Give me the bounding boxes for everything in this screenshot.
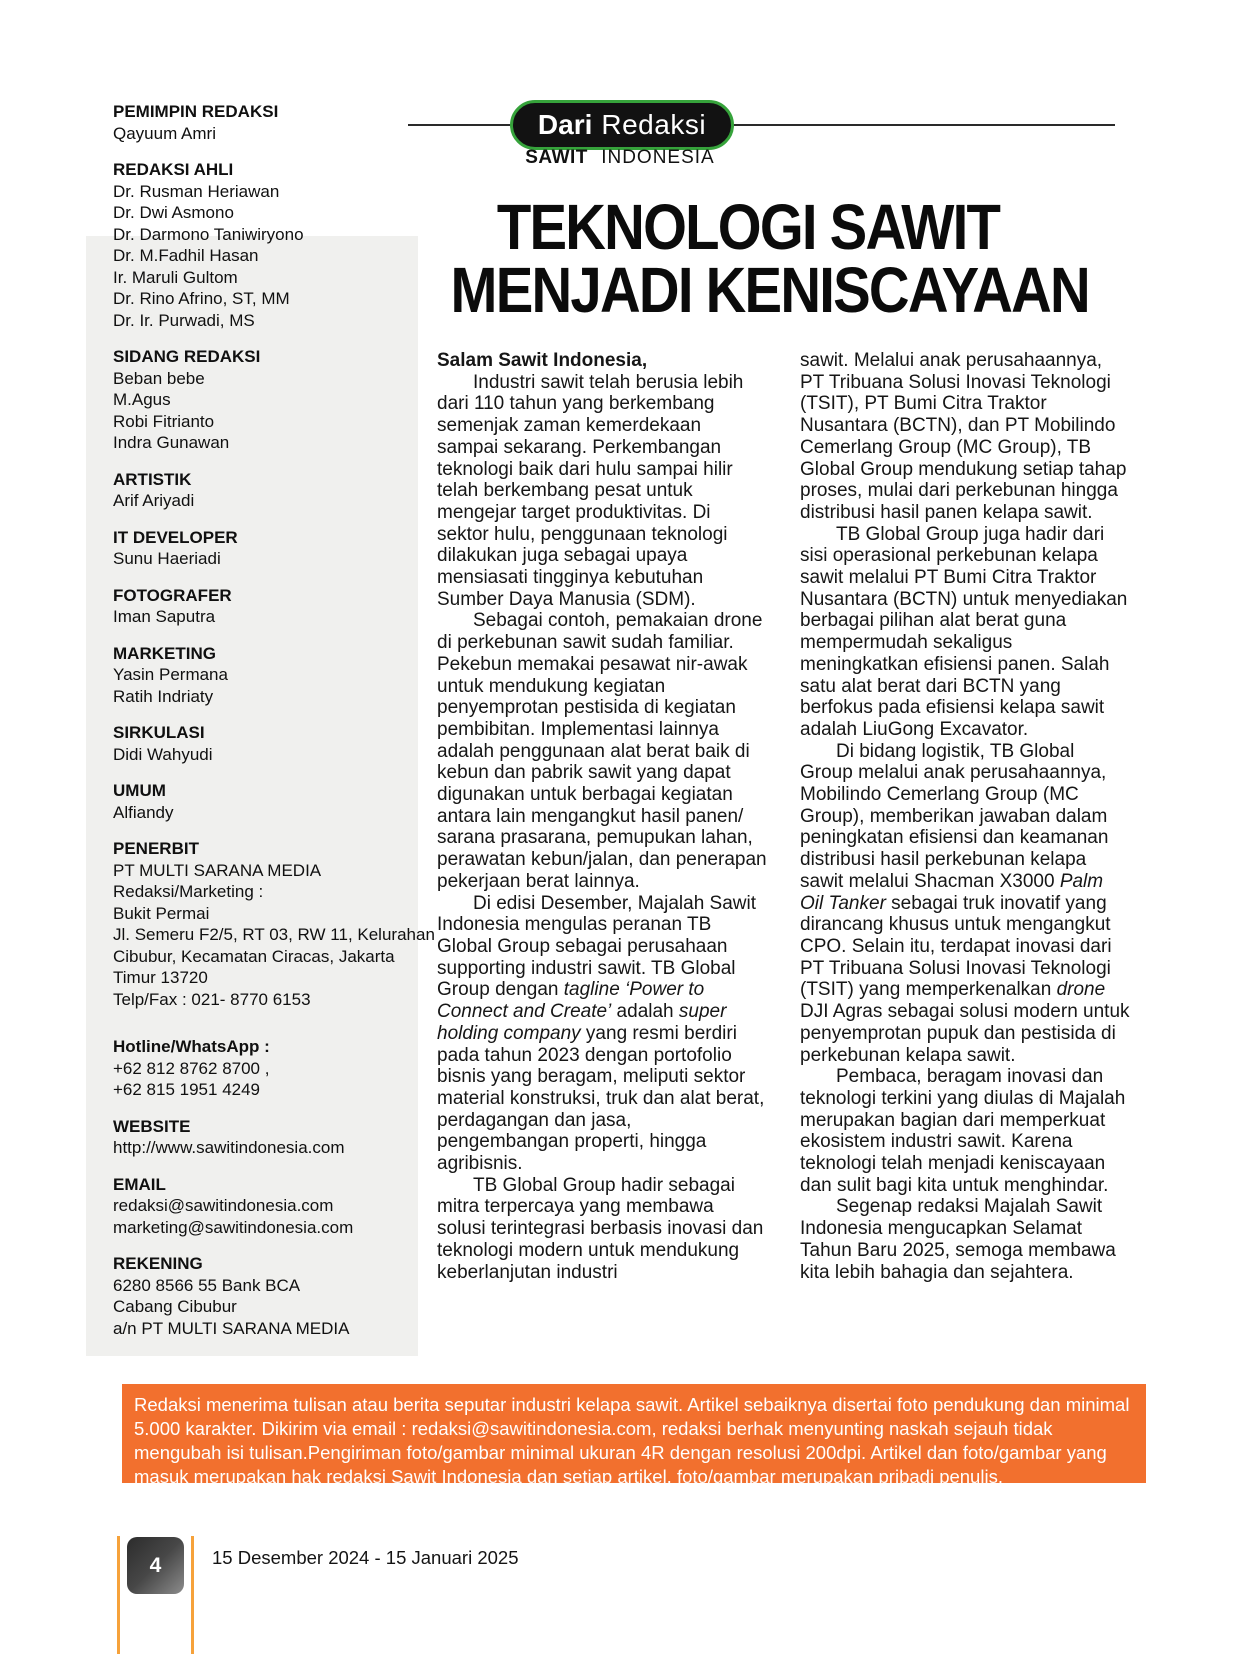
article-paragraph [800,1066,1130,1196]
masthead-section [113,585,453,628]
masthead-section [113,1116,453,1159]
text-run: TB Global Group hadir sebagai mitra terpercaya yang membawa solusi terintegrasi berbasis inovasi dan teknologi modern untuk mendukung keberlanjutan industri [437,1174,764,1283]
masthead-line: Robi Fitrianto [113,411,215,431]
masthead-section-heading: PEMIMPIN REDAKSI [113,102,279,121]
text-run: Segenap redaksi Majalah Sawit Indonesia mengucapkan Selamat Tahun Baru 2025, semoga membawa kita lebih bahagia dan sejahtera. [800,1196,1116,1283]
headline-line-1: TEKNOLOGI SAWIT [496,191,1000,263]
text-run: Industri sawit telah berusia lebih dari 110 tahun yang berkembang semenjak zaman kemerdekaan sampai sekarang. Perkembangan teknologi baik dari hulu sampai hilir telah berkembang pesat untuk mengejar target produktivitas. Di sektor hulu, penggunaan teknologi dilakukan juga sebagai upaya mensiasati tingginya kebutuhan Sumber Daya Manusia (SDM). [437,371,744,610]
text-run: super holding company [437,1001,727,1044]
masthead-section-heading: UMUM [113,781,166,800]
badge-title-light: Redaksi [601,109,707,140]
text-run: Di edisi Desember, Majalah Sawit Indonesia mengulas peranan TB Global Group sebagai perusahaan supporting industri sawit. TB Global Group dengan [437,892,757,1001]
footer-rule-right [191,1536,194,1654]
magazine-name-light: INDONESIA [601,147,715,168]
masthead-line: Telp/Fax : 021- 8770 6153 [113,989,311,1009]
masthead-line: 6280 8566 55 Bank BCA [113,1275,301,1295]
masthead-section [113,643,453,708]
headline-line-2: MENJADI KENISCAYAAN [450,254,1089,326]
masthead-line: Bukit Permai [113,903,210,923]
masthead-line: PT MULTI SARANA MEDIA [113,860,322,880]
text-run: sawit. Melalui anak perusahaannya, PT Tribuana Solusi Inovasi Teknologi (TSIT), PT Bumi Citra Traktor Nusantara (BCTN), dan PT Mobilindo Cemerlang Group (MC Group), TB Global Group mendukung setiap tahap proses, mulai dari perkebunan hingga distribusi hasil panen kelapa sawit. [800,350,1127,523]
masthead-line: a/n PT MULTI SARANA MEDIA [113,1318,350,1338]
masthead-section-heading: SIDANG REDAKSI [113,347,261,366]
article-column-1 [437,350,767,1283]
masthead-line: Qayuum Amri [113,123,216,143]
masthead-section-heading: REDAKSI AHLI [113,160,234,179]
text-run: Sebagai contoh, pemakaian drone di perkebunan sawit sudah familiar. Pekebun memakai pesawat nir-awak untuk mendukung kegiatan penyemprotan pestisida di kegiatan pembibitan. Implementasi lainnya adalah penggunaan alat berat baik di kebun dan pabrik sawit yang dapat digunakan untuk berbagai kegiatan antara lain mengangkut hasil panen/ sarana prasarana, pemupukan lahan, perawatan kebun/jalan, dan penerapan pekerjaan berat lainnya. [437,610,767,892]
masthead-section [113,527,453,570]
badge-title-bold: Dari [537,109,593,140]
article-paragraph [437,372,767,611]
masthead-section-heading: EMAIL [113,1174,166,1194]
magazine-name-bold: SAWIT [525,147,588,168]
masthead-section-heading: ARTISTIK [113,469,192,489]
submission-notice-box [122,1384,1146,1487]
submission-notice-text: Redaksi menerima tulisan atau berita seputar industri kelapa sawit. Artikel sebaiknya disertai foto pendukung dan minimal 5.000 karakter. Dikirim via email : redaksi@sawitindonesia.com, redaksi berhak menyunting naskah sejauh tidak mengubah isi tulisan.Pengiriman foto/gambar minimal ukuran 4R dengan resolusi 200dpi. Artikel dan foto/gambar yang masuk merupakan hak redaksi Sawit Indonesia dan setiap artikel, foto/gambar merupakan pribadi penulis. [134,1394,1130,1487]
article-column-2 [800,350,1130,1283]
article-paragraph [437,350,767,372]
masthead-line: Didi Wahyudi [113,744,213,764]
masthead-line: Dr. Dwi Asmono [113,203,234,222]
text-run: Pembaca, beragam inovasi dan teknologi terkini yang diulas di Majalah merupakan bagian dari memperkuat ekosistem industri sawit. Karena teknologi telah menjadi keniscayaan dan sulit bagi kita untuk menghindar. [800,1066,1126,1196]
masthead-line: +62 812 8762 8700 , [113,1058,270,1078]
footer-rule-left [117,1536,120,1654]
masthead-line: Jl. Semeru F2/5, RT 03, RW 11, Kelurahan [113,925,435,944]
masthead-section [113,838,453,1010]
text-run: sebagai truk inovatif yang dirancang khusus untuk mengangkut CPO. Selain itu, terdapat inovasi dari PT Tribuana Solusi Inovasi Teknologi (TSIT) yang memperkenalkan [800,892,1112,1001]
masthead-section-heading: IT DEVELOPER [113,527,238,547]
article-paragraph [800,1196,1130,1283]
magazine-name [470,147,770,169]
masthead-line: Sunu Haeriadi [113,549,221,568]
section-badge [510,100,734,150]
masthead-line: http://www.sawitindonesia.com [113,1138,345,1157]
text-run: DJI Agras sebagai solusi modern untuk penyemprotan pupuk dan pestisida di perkebunan kelapa sawit. [800,1001,1130,1066]
masthead-section [113,101,453,144]
masthead-section [113,1036,453,1101]
article-paragraph [437,610,767,892]
text-run: yang resmi berdiri pada tahun 2023 dengan portofolio bisnis yang beragam, meliputi sektor material konstruksi, truk dan alat berat, perdagangan dan jasa, pengembangan properti, hingga agribisnis. [437,1022,765,1175]
text-run: TB Global Group juga hadir dari sisi operasional perkebunan kelapa sawit melalui PT Bumi Citra Traktor Nusantara (BCTN) untuk menyediakan berbagai pilihan alat berat guna mempermudah sekaligus meningkatkan efisiensi panen. Salah satu alat berat dari BCTN yang berfokus pada efisiensi kelapa sawit adalah LiuGong Excavator. [800,523,1128,740]
masthead-line: Ir. Maruli Gultom [113,267,238,287]
masthead-section-heading: MARKETING [113,643,216,663]
masthead-section-heading: SIRKULASI [113,723,205,742]
masthead-line: redaksi@sawitindonesia.com [113,1196,334,1215]
masthead-line: Indra Gunawan [113,433,230,452]
masthead-section [113,722,453,765]
masthead-line: Redaksi/Marketing : [113,882,264,901]
masthead-section [113,469,453,512]
masthead-line: Dr. Rino Afrino, ST, MM [113,289,290,308]
masthead-line: Alfiandy [113,802,174,822]
masthead-line: Cabang Cibubur [113,1297,237,1316]
masthead-line: Timur 13720 [113,968,208,987]
masthead-section [113,780,453,823]
article-paragraph [437,1175,767,1284]
article-paragraph [800,524,1130,741]
masthead-section-heading: WEBSITE [113,1116,191,1136]
masthead-line: marketing@sawitindonesia.com [113,1217,354,1237]
masthead-line: Cibubur, Kecamatan Ciracas, Jakarta [113,946,395,966]
masthead-section-heading: PENERBIT [113,839,199,858]
issue-date: 15 Desember 2024 - 15 Januari 2025 [212,1547,519,1568]
text-run: Di bidang logistik, TB Global Group melalui anak perusahaannya, Mobilindo Cemerlang Group (MC Group), memberikan jawaban dalam peningkatan efisiensi dan keamanan distribusi hasil perkebunan kelapa sawit melalui Shacman X3000 [800,740,1109,892]
masthead-line: Beban bebe [113,368,205,388]
text-run: adalah [611,1001,679,1023]
masthead-line: Arif Ariyadi [113,491,195,510]
page-number-badge: 4 [127,1537,184,1594]
masthead [113,101,453,1354]
masthead-line: Dr. Darmono Taniwiryono [113,224,304,244]
masthead-section [113,159,453,331]
masthead-section [113,1174,453,1239]
masthead-line: Iman Saputra [113,607,216,626]
masthead-line: Dr. Rusman Heriawan [113,181,280,201]
masthead-section-heading: FOTOGRAFER [113,585,232,605]
masthead-line: Dr. M.Fadhil Hasan [113,246,259,265]
article-paragraph [437,893,767,1175]
masthead-section-heading: REKENING [113,1254,203,1273]
text-run: drone [1056,979,1106,1001]
text-run: tagline ‘Power to Connect and Create’ [437,979,705,1023]
article-paragraph [800,741,1130,1067]
article-headline [450,191,1089,326]
masthead-line: M.Agus [113,390,171,409]
masthead-line: Dr. Ir. Purwadi, MS [113,310,255,330]
masthead-line: Yasin Permana [113,665,228,684]
masthead-line: +62 815 1951 4249 [113,1080,261,1099]
text-run: Salam Sawit Indonesia, [437,350,648,371]
masthead-section [113,346,453,454]
article-paragraph [800,350,1130,524]
text-run: Palm Oil Tanker [800,870,1104,914]
masthead-section [113,1253,453,1339]
masthead-section-heading: Hotline/WhatsApp : [113,1037,270,1056]
masthead-line: Ratih Indriaty [113,686,214,706]
